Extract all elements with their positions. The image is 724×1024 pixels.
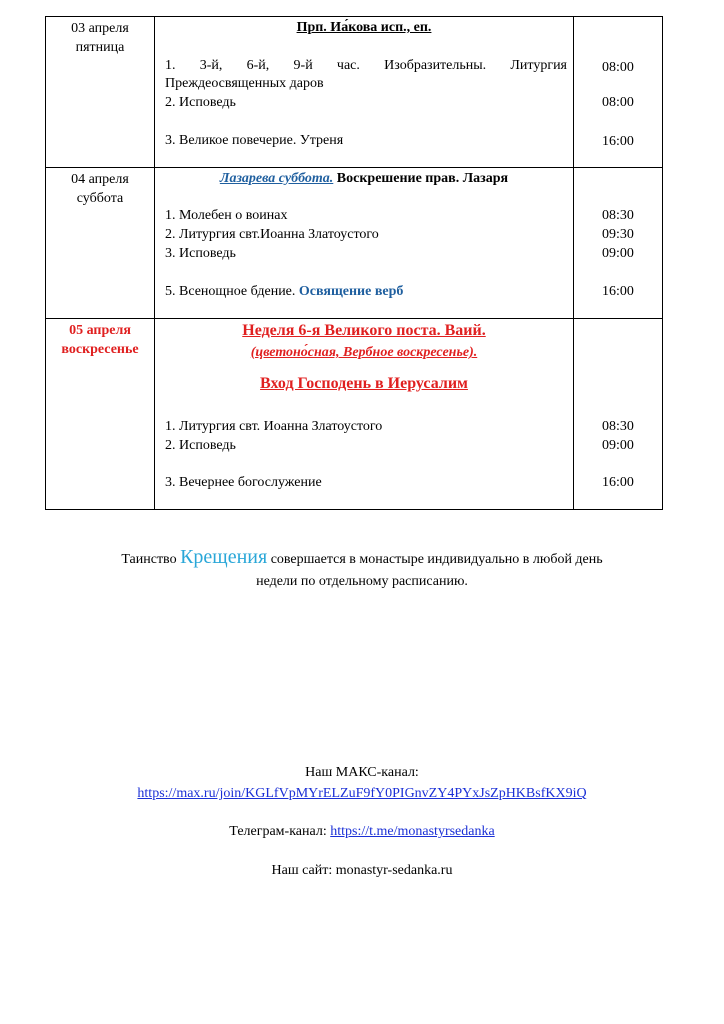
date-cell xyxy=(46,168,155,319)
service-time: 08:00 xyxy=(602,60,634,75)
service-time: 08:00 xyxy=(602,95,634,110)
list-item: 1. Молебен о воинах xyxy=(165,208,288,223)
day-title: Прп. Иа́кова исп., еп. xyxy=(296,20,432,35)
list-item: 3. Вечернее богослужение xyxy=(165,475,322,490)
day-title-highlight[interactable]: Лазарева суббота. xyxy=(219,171,334,186)
list-item: 2. Литургия свт.Иоанна Златоустого xyxy=(165,227,379,242)
list-item: 3. Исповедь xyxy=(165,246,236,261)
day-title: Неделя 6-я Великого поста. Ваий. xyxy=(242,322,486,339)
table-row xyxy=(46,168,663,319)
description-cell xyxy=(155,319,574,510)
list-item: Преждеосвященных даров xyxy=(165,76,324,91)
date: 03 апреля xyxy=(71,21,129,36)
telegram-line: Телеграм-канал: https://t.me/monastyrsedanka xyxy=(229,824,495,839)
description-cell xyxy=(155,168,574,319)
schedule-table xyxy=(45,16,663,510)
date: 05 апреля xyxy=(69,323,131,338)
telegram-link[interactable]: https://t.me/monastyrsedanka xyxy=(330,824,495,839)
day-title: Воскрешение прав. Лазаря xyxy=(333,171,509,186)
day-subtitle: (цветоно́сная, Вербное воскресенье). xyxy=(250,345,478,360)
site-line: Наш сайт: monastyr-sedanka.ru xyxy=(271,863,453,878)
list-item: 5. Всенощное бдение. Освящение верб xyxy=(165,284,404,299)
time-cell xyxy=(574,319,663,510)
palm-blessing-highlight: Освящение верб xyxy=(298,284,404,299)
service-time: 16:00 xyxy=(602,284,634,299)
table-row xyxy=(46,17,663,168)
time-cell xyxy=(574,17,663,168)
baptism-notice: Таинство Крещения совершается в монастыре индивидуально в любой день недели по отдельному расписанию. xyxy=(0,546,724,593)
baptism-highlight: Крещения xyxy=(180,546,268,568)
description-cell xyxy=(155,17,574,168)
service-time: 08:30 xyxy=(602,208,634,223)
time-cell xyxy=(574,168,663,319)
max-channel-label: Наш МАКС-канал: xyxy=(305,765,419,780)
list-item: 2. Исповедь xyxy=(165,438,236,453)
list-item: 1. 3-й, 6-й, 9-й час. Изобразительны. Литургия xyxy=(165,58,567,73)
weekday: суббота xyxy=(76,191,124,206)
list-item: 3. Великое повечерие. Утреня xyxy=(165,133,344,148)
list-item: 2. Исповедь xyxy=(165,95,236,110)
weekday: воскресенье xyxy=(61,342,139,357)
notice-line2: недели по отдельному расписанию. xyxy=(256,574,468,589)
list-item: 1. Литургия свт. Иоанна Златоустого xyxy=(165,419,383,434)
service-time: 08:30 xyxy=(602,419,634,434)
service-time: 09:00 xyxy=(602,438,634,453)
date-cell xyxy=(46,17,155,168)
date-cell xyxy=(46,319,155,510)
service-time: 16:00 xyxy=(602,475,634,490)
feast-title: Вход Господень в Иерусалим xyxy=(260,375,468,392)
table-row xyxy=(46,319,663,510)
service-time: 09:30 xyxy=(602,227,634,242)
service-time: 16:00 xyxy=(602,134,634,149)
max-channel-link[interactable]: https://max.ru/join/KGLfVpMYrELZuF9fY0PIGnvZY4PYxJsZpHKBsfKX9iQ xyxy=(137,786,587,801)
service-time: 09:00 xyxy=(602,246,634,261)
date: 04 апреля xyxy=(71,172,129,187)
weekday: пятница xyxy=(75,40,125,55)
